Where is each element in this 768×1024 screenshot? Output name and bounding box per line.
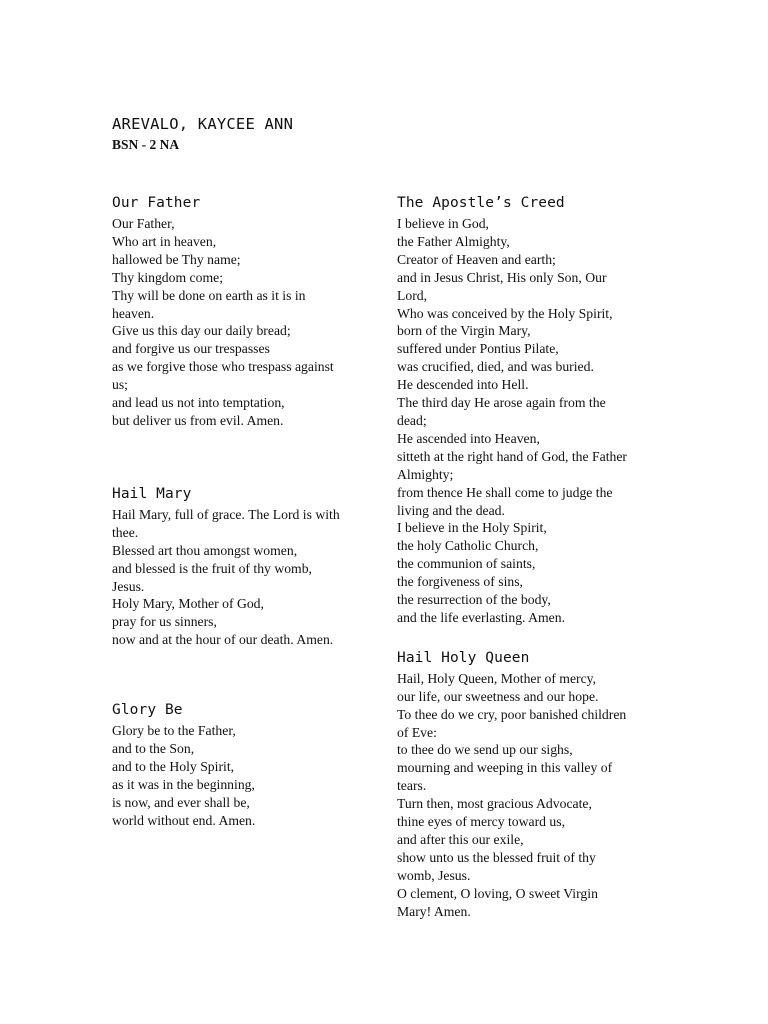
prayer-line: thee. — [112, 524, 139, 540]
prayer-line: and blessed is the fruit of thy womb, — [112, 560, 312, 576]
prayer-text — [112, 215, 377, 430]
prayer-line: born of the Virgin Mary, — [397, 323, 531, 339]
prayer-line: is now, and ever shall be, — [112, 794, 250, 810]
prayer-line: Hail, Holy Queen, Mother of mercy, — [397, 670, 597, 686]
prayer-line: Jesus. — [112, 578, 145, 594]
prayer-text — [397, 215, 659, 627]
prayer-line: our life, our sweetness and our hope. — [397, 688, 599, 704]
prayer-line: the holy Catholic Church, — [397, 538, 539, 554]
prayer-title: Hail Holy Queen — [397, 649, 530, 666]
prayer-line: now and at the hour of our death. Amen. — [112, 632, 334, 648]
prayer-line: To thee do we cry, poor banished children — [397, 706, 627, 722]
prayer-line: I believe in God, — [397, 216, 489, 231]
prayer-line: Our Father, — [112, 216, 175, 231]
prayer-line: the forgiveness of sins, — [397, 574, 523, 590]
prayer-line: dead; — [397, 412, 427, 428]
prayer-line: pray for us sinners, — [112, 614, 217, 630]
prayer-apostles-creed — [397, 194, 659, 627]
prayer-line: I believe in the Holy Spirit, — [397, 520, 547, 536]
left-column — [112, 194, 377, 830]
prayer-line: Turn then, most gracious Advocate, — [397, 796, 592, 812]
prayer-line: the communion of saints, — [397, 556, 536, 572]
prayer-hail-mary — [112, 485, 377, 649]
prayer-text — [112, 506, 377, 649]
prayer-line: sitteth at the right hand of God, the Father — [397, 448, 627, 464]
prayer-glory-be — [112, 701, 377, 829]
prayer-line: suffered under Pontius Pilate, — [397, 341, 559, 357]
prayer-line: and forgive us our trespasses — [112, 341, 270, 357]
prayer-line: as it was in the beginning, — [112, 776, 255, 792]
prayer-line: Thy will be done on earth as it is in — [112, 287, 306, 303]
prayer-line: mourning and weeping in this valley of — [397, 760, 613, 776]
prayer-line: Lord, — [397, 287, 428, 303]
prayer-line: from thence He shall come to judge the — [397, 484, 613, 500]
prayer-title: Hail Mary — [112, 485, 192, 502]
prayer-hail-holy-queen — [397, 649, 659, 921]
prayer-line: He descended into Hell. — [397, 377, 529, 393]
prayer-line: Mary! Amen. — [397, 903, 471, 919]
prayer-line: and to the Holy Spirit, — [112, 758, 235, 774]
prayer-text — [112, 722, 377, 829]
prayer-line: of Eve: — [397, 724, 437, 740]
prayer-line: us; — [112, 377, 128, 393]
prayer-line: Who was conceived by the Holy Spirit, — [397, 305, 613, 321]
prayer-line: Hail Mary, full of grace. The Lord is with — [112, 506, 340, 522]
prayer-text — [397, 670, 659, 921]
prayer-title: Glory Be — [112, 702, 183, 719]
prayer-line: and the life everlasting. Amen. — [397, 609, 565, 625]
prayer-line: to thee do we send up our sighs, — [397, 742, 573, 758]
prayer-line: and in Jesus Christ, His only Son, Our — [397, 269, 607, 285]
prayer-line: living and the dead. — [397, 502, 505, 518]
prayer-line: but deliver us from evil. Amen. — [112, 412, 284, 428]
prayer-line: and to the Son, — [112, 741, 195, 757]
prayer-line: the resurrection of the body, — [397, 592, 551, 608]
prayer-line: was crucified, died, and was buried. — [397, 359, 594, 375]
prayer-line: Give us this day our daily bread; — [112, 323, 291, 339]
prayer-line: heaven. — [112, 305, 155, 321]
prayer-line: Creator of Heaven and earth; — [397, 251, 556, 267]
prayer-line: Thy kingdom come; — [112, 269, 224, 285]
prayer-line: O clement, O loving, O sweet Virgin — [397, 885, 598, 901]
prayer-title: Our Father — [112, 195, 201, 211]
prayer-line: Holy Mary, Mother of God, — [112, 596, 264, 612]
prayer-line: Who art in heaven, — [112, 233, 217, 249]
prayer-line: Almighty; — [397, 466, 454, 482]
prayer-line: thine eyes of mercy toward us, — [397, 814, 565, 830]
prayer-line: Blessed art thou amongst women, — [112, 542, 298, 558]
document-header — [112, 114, 293, 154]
prayer-title: The Apostle’s Creed — [397, 195, 565, 211]
prayer-line: and after this our exile, — [397, 832, 524, 847]
prayer-line: Glory be to the Father, — [112, 723, 236, 739]
prayer-line: world without end. Amen. — [112, 812, 256, 828]
author-name: AREVALO, KAYCEE ANN — [112, 115, 294, 133]
prayer-line: hallowed be Thy name; — [112, 251, 241, 267]
course-section: BSN - 2 NA — [112, 137, 180, 152]
prayer-line: The third day He arose again from the — [397, 395, 606, 411]
right-column — [397, 194, 659, 921]
prayer-line: the Father Almighty, — [397, 233, 510, 249]
prayer-line: tears. — [397, 778, 427, 794]
prayer-line: womb, Jesus. — [397, 867, 471, 883]
prayer-line: He ascended into Heaven, — [397, 430, 540, 446]
prayer-line: and lead us not into temptation, — [112, 395, 285, 411]
prayer-line: show unto us the blessed fruit of thy — [397, 849, 596, 865]
prayer-line: as we forgive those who trespass against — [112, 359, 334, 375]
prayer-our-father — [112, 194, 377, 430]
